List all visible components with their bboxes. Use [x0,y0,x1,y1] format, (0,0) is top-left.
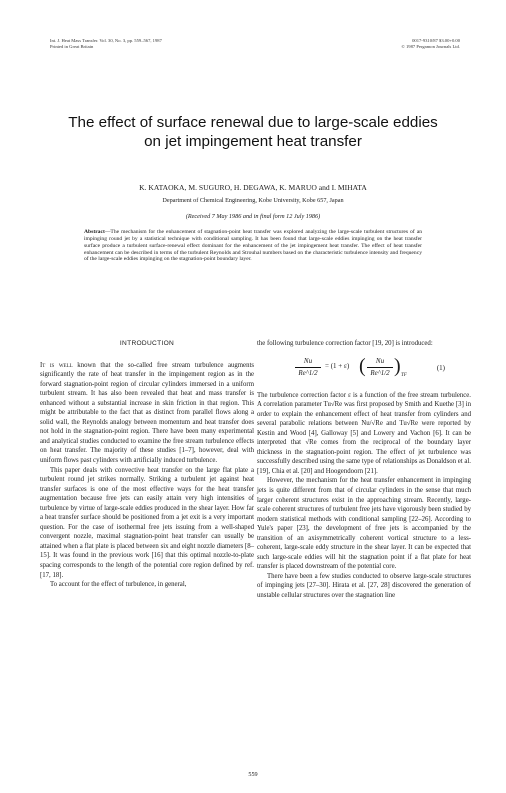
journal-citation-line2: Printed in Great Britain [50,44,94,50]
page-number: 559 [248,771,258,778]
lhs-numerator: Nu [303,356,313,365]
intro-paragraph-1 [40,361,254,466]
fraction-bar [295,367,321,368]
equation-number: (1) [436,363,445,372]
author-list: K. KATAOKA, M. SUGURO, H. DEGAWA, K. MARUO and I. MIHATA [139,183,367,192]
copyright-line2: © 1987 Pergamon Journals Ltd. [401,44,460,50]
section-heading: INTRODUCTION [119,340,175,347]
equation-intro: the following turbulence correction factor [19, 20] is introduced: [257,340,433,347]
right-paragraph-2: However, the mechanism for the heat transfer enhancement in impinging jets is quite different from that of circular cylinders in the sense that much larger coherent structures exist in the approaching stream. Recently, large-scale coherent structures of turbulent free jets have vigorously been studied by modern statistical methods with conditional sampling [22–26]. According to Yule's paper [23], the development of free jets is accompanied by the transition of an axisymmetrically coherent vortical structure to a less-coherent, large-scale eddy structure in the shear layer. It can be expected that such large-scale eddies will hit the stagnation point if a flat plate for heat transfer is placed downstream of the potential core. [257,477,471,571]
lhs-denominator: Re^1/2 [298,368,318,377]
copyright-block [401,38,460,50]
intro-paragraph-1-text: known that the so-called free stream turbulence augments significantly the rate of heat transfer in the impingement region as in the forward stagnation-point region of circular cylinders immersed in a uniform turbulent stream. It has also been revealed that heat and mass transfer is enhanced without a substantial increase in skin friction in that region. This might be attributable to the fact that as distinct from parallel flows along a solid wall, the Reynolds analogy between momentum and heat transfer does not hold in the stagnation-point region. There have been many experimental and analytical studies conducted to examine the free stream turbulence effects on heat transfer. The majority of these studies [1–7], however, deal with uniform flows past cylinders with artificially induced turbulence. [40,361,254,465]
right-paren: ) [394,354,401,377]
intro-paragraph-3: To account for the effect of turbulence, in general, [50,581,187,589]
left-column [40,339,254,590]
rhs-subscript: TF [401,372,407,378]
journal-citation [50,38,162,50]
right-paragraph-1: The turbulence correction factor ε is a function of the free stream turbulence. A correlation parameter Tu√Re was first proposed by Smith and Kuethe [3] in order to explain the enhancement effect of heat transfer from cylinders and several parabolic relations between Nu/√Re and Tu√Re were reported by Kestin and Wood [4], Galloway [5] and Lowery and Vachon [6]. It can be interpreted that √Re comes from the reciprocal of the boundary layer thickness in the stagnation-point region. The effect of jet turbulence was successfully described using the same type of relationships as Donaldson et al. [19], Chia et al. [20] and Hoogendoorn [21]. [257,391,471,475]
equation-body [295,355,445,381]
equation-factor: = (1 + ε) [325,361,350,370]
journal-citation-line1: Int. J. Heat Mass Transfer. Vol. 30, No. 3, pp. 559–567, 1987 [50,38,162,43]
fraction-bar [367,367,393,368]
right-column [257,339,471,601]
intro-paragraph-2: This paper deals with convective heat transfer on the large flat plate a turbulent round jet strikes normally. Striking a turbulent jet against heat transfer surfaces is one of the most effective ways for the heat transfer augmentation because free jets can easily attain very high intensities of turbulence by virtue of large-scale eddies produced in the shear layer. How far a heat transfer surface should be positioned from a jet exit is a very important question. For the case of isothermal free jets issuing from a well-shaped convergent nozzle, maximal stagnation-point heat transfer can usually be attained when a flat plate is placed between six and eight nozzle diameters [8–15]. It was found in the previous work [16] that this optimal nozzle-to-plate spacing corresponds to the length of the potential core region defined by ref. [17, 18]. [40,466,254,579]
equation-lhs [295,357,321,378]
abstract [84,229,422,263]
equation-1 [257,353,471,383]
affiliation: Department of Chemical Engineering, Kobe University, Kobe 657, Japan [162,197,344,204]
abstract-label: Abstract [84,229,105,235]
lead-in: It is well [40,361,73,369]
equation-rhs [367,357,393,378]
paper-title: The effect of surface renewal due to large-scale eddies on jet impingement heat transfer [68,114,438,150]
rhs-numerator: Nu [375,356,385,365]
received-date: (Received 7 May 1986 and in final form 12 July 1986) [185,213,321,220]
rhs-denominator: Re^1/2 [370,368,390,377]
right-paragraph-3: There have been a few studies conducted to observe large-scale structures of impinging jets [27–30]. Hirata et al. [27, 28] discovered the generation of unstable cellular structures over the stagnation line [257,572,471,600]
left-paren: ( [359,354,366,377]
copyright-line1: 0017-9310/87 $3.00+0.00 [412,38,460,43]
abstract-text: —The mechanism for the enhancement of stagnation-point heat transfer was explored analyzing the large-scale turbulent structures of an impinging round jet by a statistical technique with conditional sampling. It has been found that large-scale eddies impinging on the heat transfer surface produce a turbulent surface-renewal effect dominant for the enhancement of the jet impingement heat transfer. The effect of heat transfer enhancement can be described in terms of the turbulent Reynolds and Strouhal numbers based on the characteristic turbulence intensity and frequency of the large-scale eddies impinging on the stagnation-point boundary layer. [84,229,422,263]
